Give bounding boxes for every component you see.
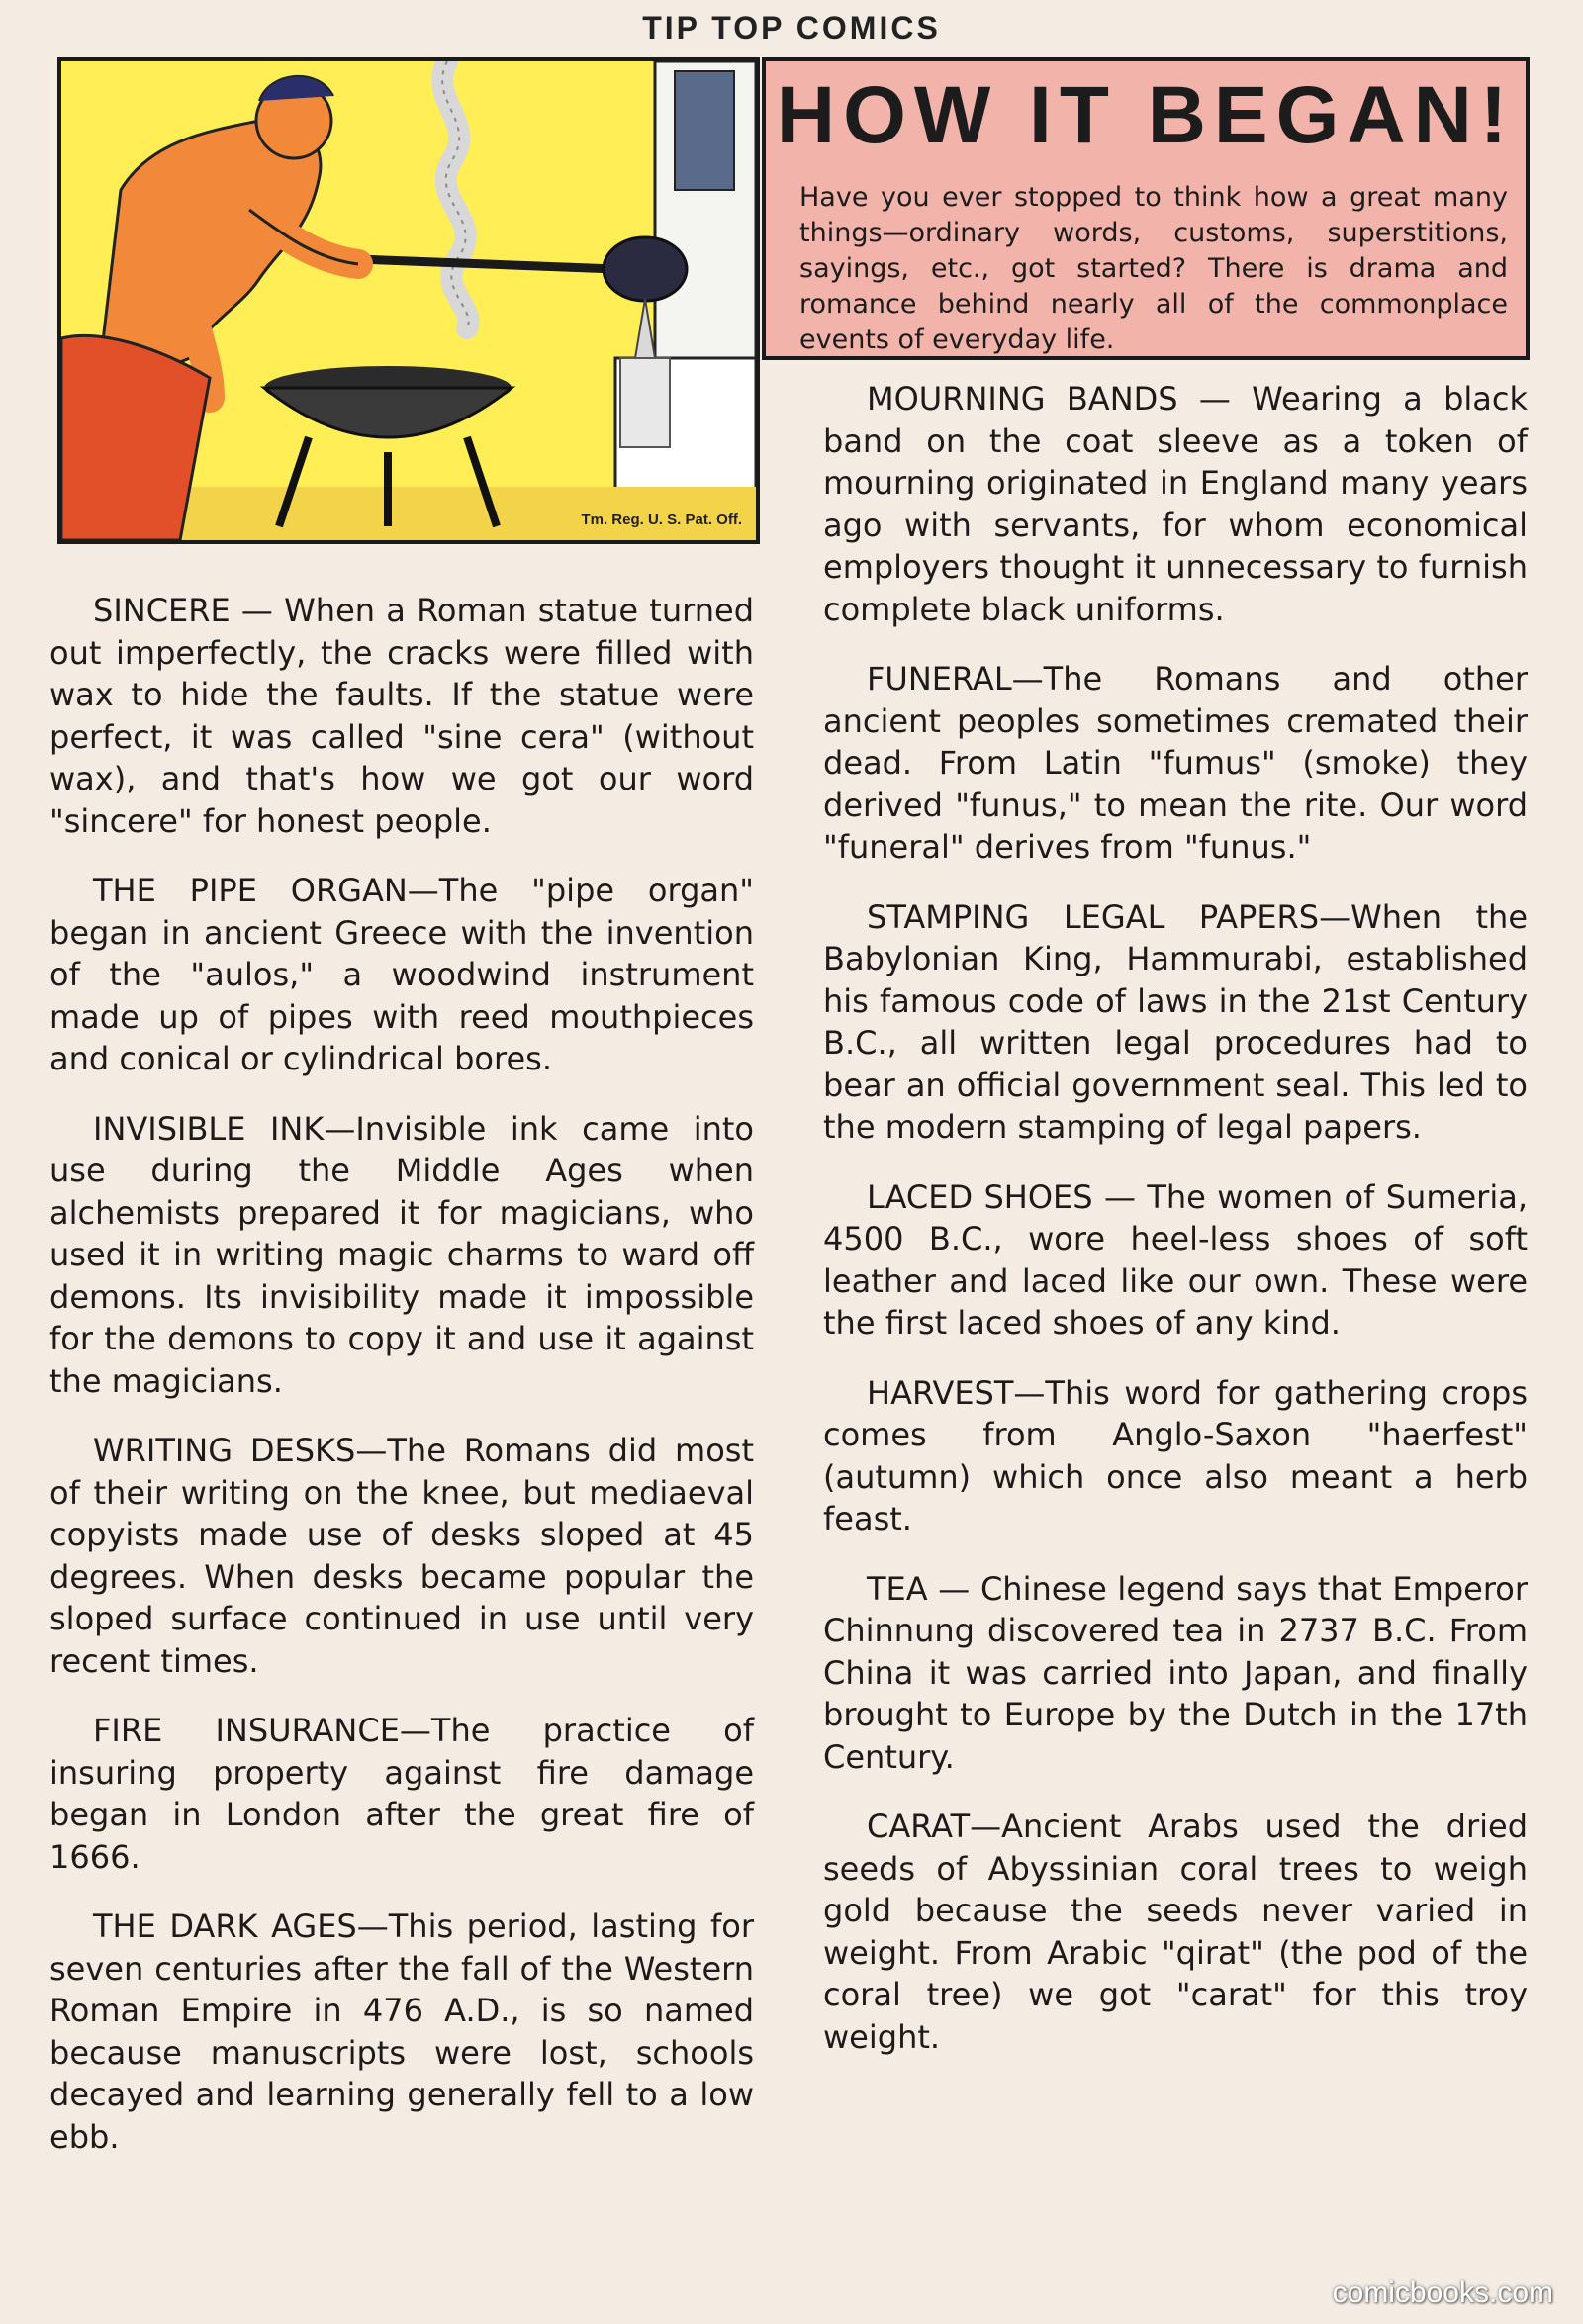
entry-tea [823,1568,1528,1779]
entry-text: — Wearing a black band on the coat sleeve as a token of mourning originated in England many years ago with servants, for whom economical employers thought it unnecessary to furnish complete black uniforms. [823,380,1529,628]
entry-term: FIRE INSURANCE [93,1712,400,1749]
entry-dark-ages [49,1906,754,2158]
entry-term: TEA [867,1569,928,1608]
entry-text: —The Romans and other ancient peoples sometimes cremated their dead. From Latin "fumus" (smoke) they derived "funus," to mean the rite. Our word "funeral" derives from "funus." [823,660,1528,866]
entry-term: WRITING DESKS [93,1432,356,1469]
entry-laced-shoes [823,1176,1528,1345]
entry-carat [823,1806,1528,2058]
entry-term: THE DARK AGES [93,1907,357,1945]
left-column [49,590,754,2185]
entry-text: —This period, lasting for seven centuries after the fall of the Western Roman Empire in 476 A.D., is so named because manuscripts were lost, schools decayed and learning generally fell to a low ebb. [49,1907,755,2156]
watermark: comicbooks.com [1332,2277,1553,2309]
entry-text: —The Romans did most of their writing on the knee, but mediaeval copyists made use of desks sloped at 45 degrees. When desks became popular the sloped surface continued in use until very recent times. [49,1432,755,1680]
feature-intro: Have you ever stopped to think how a great many things—ordinary words, customs, superstitions, sayings, etc., got started? There is drama and romance behind nearly all of the commonplace events of everyday life. [799,182,1508,356]
trademark-label: Tm. Reg. U. S. Pat. Off. [581,511,742,528]
entry-term: THE PIPE ORGAN [93,872,408,909]
entry-pipe-organ [49,870,754,1080]
entry-text: —Invisible ink came into use during the Middle Ages when alchemists prepared it for magicians, who used it in writing magic charms to ward off demons. Its invisibility made it impossible for the demons to copy it and use it against the magicians. [49,1109,754,1400]
entry-term: SINCERE [93,592,231,629]
entry-mourning-bands [823,378,1528,630]
entry-text: —This word for gathering crops comes from Anglo-Saxon "haerfest" (autumn) which once also meant a herb feast. [823,1373,1528,1537]
entry-invisible-ink [49,1108,754,1403]
entry-writing-desks [49,1430,754,1682]
entry-term: LACED SHOES [867,1177,1093,1216]
feature-title-box [762,57,1530,360]
entry-term: HARVEST [867,1373,1014,1412]
roman-statue-wax-illustration [61,61,756,540]
entry-stamping-legal-papers [823,896,1528,1149]
entry-text: — When a Roman statue turned out imperfectly, the cracks were filled with wax to hide the faults. If the statue were perfect, it was called "sine cera" (without wax), and that's how we got our word "sincere" for honest people. [49,592,754,840]
entry-term: CARAT [867,1808,971,1845]
entry-sincere [49,590,754,842]
illustration-panel [57,57,760,544]
entry-text: —Ancient Arabs used the dried seeds of Abyssinian coral trees to weigh gold because the seeds never varied in weight. From Arabic "qirat" (the pod of the coral tree) we got "carat" for this troy weight. [823,1808,1528,2056]
page-header: TIP TOP COMICS [642,10,941,46]
entry-term: MOURNING BANDS [867,380,1178,418]
entry-term: INVISIBLE INK [93,1109,325,1148]
entry-term: FUNERAL [867,660,1012,697]
entry-text: —The practice of insuring property against fire damage began in London after the great fire of 1666. [49,1712,754,1876]
entry-text: — The women of Sumeria, 4500 B.C., wore heel-less shoes of soft leather and laced like our own. These were the first laced shoes of any kind. [823,1177,1529,1342]
entry-funeral [823,658,1528,869]
feature-title: HOW IT BEGAN! [776,70,1516,160]
entry-harvest [823,1372,1528,1540]
entry-text: —When the Babylonian King, Hammurabi, established his famous code of laws in the 21st Century B.C., all written legal procedures had to bear an official government seal. This led to the modern stamping of legal papers. [823,897,1529,1146]
entry-fire-insurance [49,1710,754,1878]
right-column [823,378,1528,2086]
entry-term: STAMPING LEGAL PAPERS [867,897,1320,936]
entry-text: — Chinese legend says that Emperor Chinnung discovered tea in 2737 B.C. From China it was carried into Japan, and finally brought to Europe by the Dutch in the 17th Century. [823,1569,1528,1776]
entry-text: —The "pipe organ" began in ancient Greece with the invention of the "aulos," a woodwind instrument made up of pipes with reed mouthpieces and conical or cylindrical bores. [49,872,754,1077]
